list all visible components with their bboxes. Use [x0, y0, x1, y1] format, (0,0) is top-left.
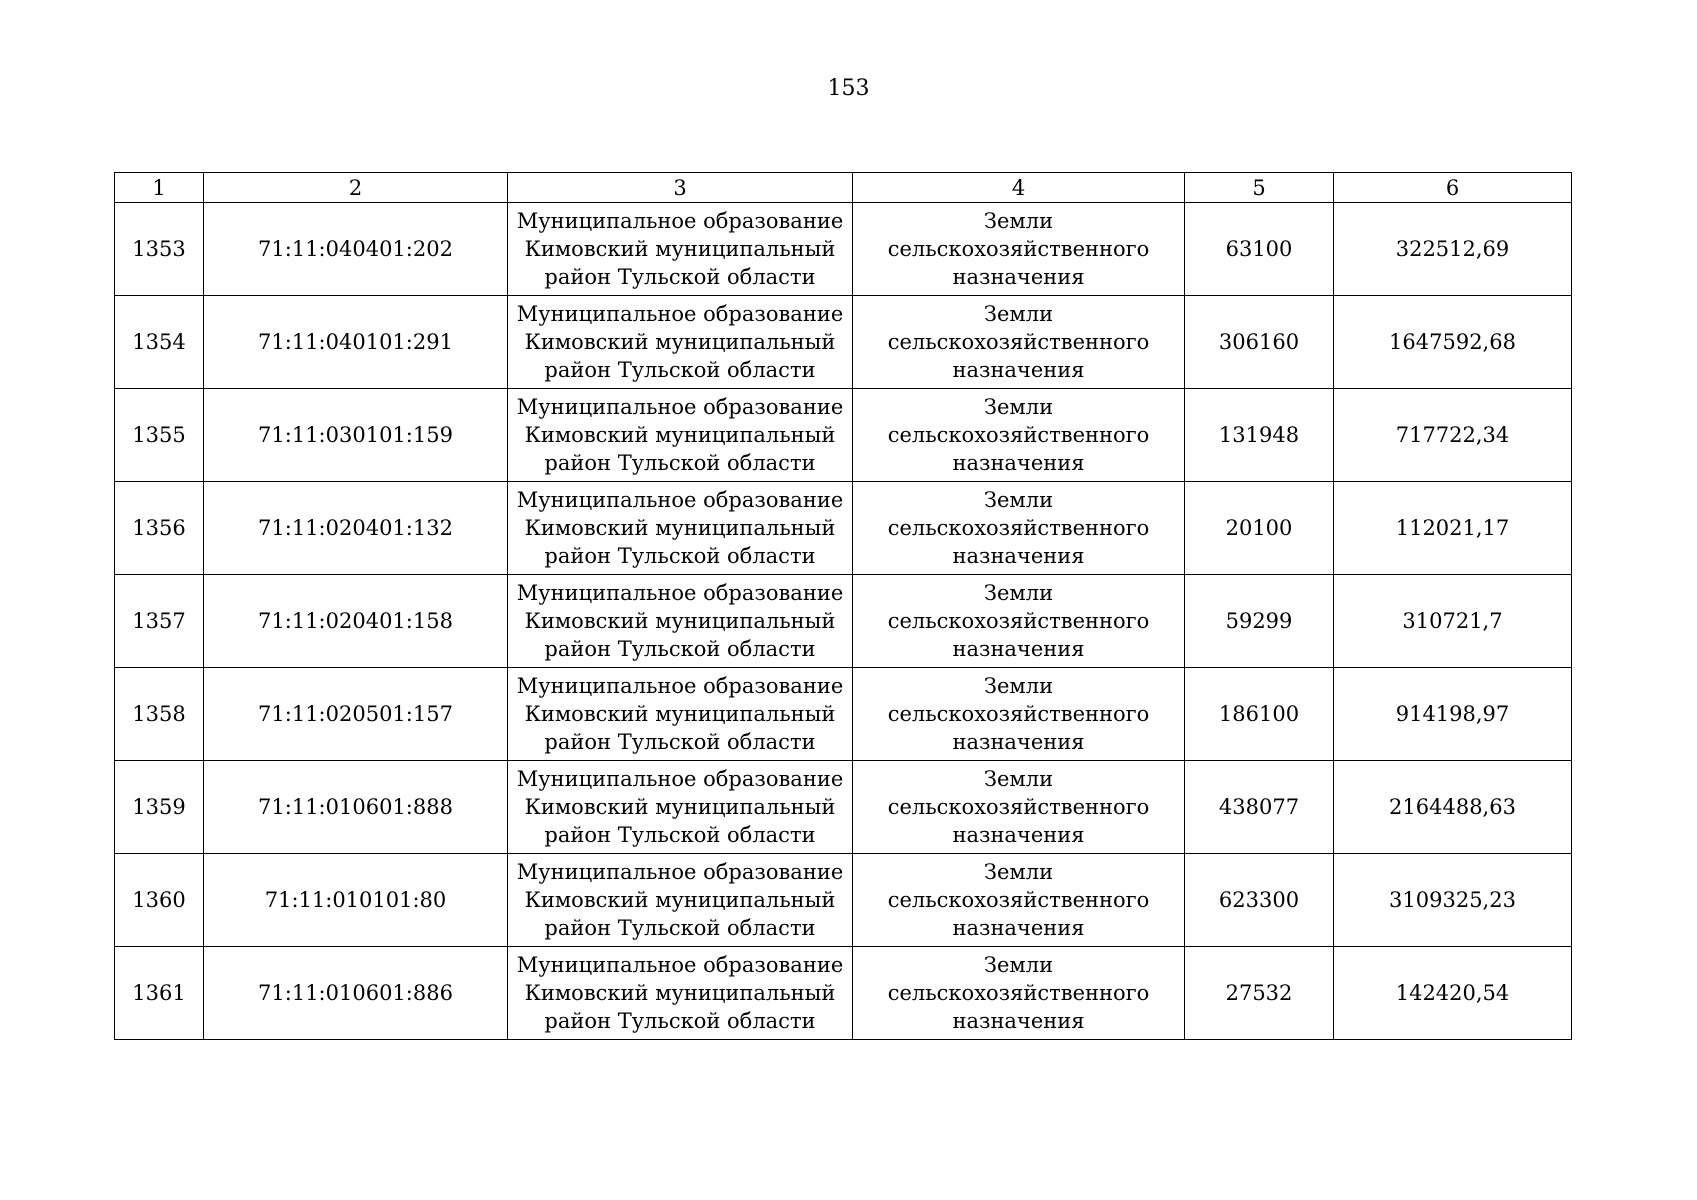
row-number: 1359: [115, 761, 204, 854]
cadastral-value: 2164488,63: [1334, 761, 1572, 854]
area: 27532: [1185, 947, 1334, 1040]
owner-line: район Тульской области: [544, 451, 816, 475]
owner: [508, 482, 853, 575]
owner-line: Кимовский муниципальный: [524, 702, 836, 726]
category-line: назначения: [952, 823, 1085, 847]
owner: [508, 203, 853, 296]
cadastral-value: 1647592,68: [1334, 296, 1572, 389]
owner: [508, 668, 853, 761]
owner: [508, 854, 853, 947]
owner-line: Кимовский муниципальный: [524, 609, 836, 633]
owner: [508, 761, 853, 854]
table-row: [115, 761, 1572, 854]
row-number: 1360: [115, 854, 204, 947]
row-number: 1357: [115, 575, 204, 668]
table-body: [115, 203, 1572, 1040]
row-number: 1361: [115, 947, 204, 1040]
table-row: [115, 482, 1572, 575]
category-line: Земли: [983, 302, 1054, 326]
owner-line: Муниципальное образование: [516, 209, 844, 233]
land-category: [853, 482, 1185, 575]
category-line: назначения: [952, 637, 1085, 661]
table-row: [115, 575, 1572, 668]
table-row: [115, 203, 1572, 296]
category-line: сельскохозяйственного: [887, 981, 1150, 1005]
area: 186100: [1185, 668, 1334, 761]
category-line: назначения: [952, 916, 1085, 940]
owner: [508, 296, 853, 389]
owner-line: Муниципальное образование: [516, 674, 844, 698]
area: 438077: [1185, 761, 1334, 854]
area: 20100: [1185, 482, 1334, 575]
row-number: 1353: [115, 203, 204, 296]
table-row: [115, 947, 1572, 1040]
area: 306160: [1185, 296, 1334, 389]
owner-line: район Тульской области: [544, 358, 816, 382]
owner-line: район Тульской области: [544, 637, 816, 661]
owner-line: район Тульской области: [544, 916, 816, 940]
row-number: 1354: [115, 296, 204, 389]
land-category: [853, 575, 1185, 668]
table-row: [115, 668, 1572, 761]
owner-line: Муниципальное образование: [516, 488, 844, 512]
cadastral-number: 71:11:040101:291: [204, 296, 508, 389]
category-line: сельскохозяйственного: [887, 516, 1150, 540]
category-line: назначения: [952, 358, 1085, 382]
cadastral-number: 71:11:020401:158: [204, 575, 508, 668]
cadastral-number: 71:11:030101:159: [204, 389, 508, 482]
category-line: Земли: [983, 953, 1054, 977]
owner-line: Муниципальное образование: [516, 581, 844, 605]
category-line: Земли: [983, 674, 1054, 698]
cadastral-value: 3109325,23: [1334, 854, 1572, 947]
category-line: сельскохозяйственного: [887, 702, 1150, 726]
owner-line: Кимовский муниципальный: [524, 981, 836, 1005]
owner: [508, 575, 853, 668]
land-plots-table: [114, 172, 1572, 1040]
owner-line: Муниципальное образование: [516, 302, 844, 326]
category-line: Земли: [983, 767, 1054, 791]
cadastral-value: 322512,69: [1334, 203, 1572, 296]
owner-line: Муниципальное образование: [516, 860, 844, 884]
owner-line: район Тульской области: [544, 265, 816, 289]
owner-line: Муниципальное образование: [516, 767, 844, 791]
owner-line: район Тульской области: [544, 823, 816, 847]
cadastral-number: 71:11:020501:157: [204, 668, 508, 761]
cadastral-value: 112021,17: [1334, 482, 1572, 575]
cadastral-number: 71:11:010601:888: [204, 761, 508, 854]
land-category: [853, 761, 1185, 854]
column-header-4: 4: [853, 173, 1185, 203]
category-line: назначения: [952, 544, 1085, 568]
category-line: назначения: [952, 1009, 1085, 1033]
cadastral-number: 71:11:010601:886: [204, 947, 508, 1040]
owner-line: район Тульской области: [544, 544, 816, 568]
category-line: Земли: [983, 860, 1054, 884]
category-line: сельскохозяйственного: [887, 237, 1150, 261]
category-line: Земли: [983, 581, 1054, 605]
owner-line: Кимовский муниципальный: [524, 888, 836, 912]
owner-line: Кимовский муниципальный: [524, 516, 836, 540]
category-line: назначения: [952, 451, 1085, 475]
column-header-3: 3: [508, 173, 853, 203]
table-row: [115, 389, 1572, 482]
area: 59299: [1185, 575, 1334, 668]
cadastral-value: 142420,54: [1334, 947, 1572, 1040]
category-line: Земли: [983, 209, 1054, 233]
owner-line: Кимовский муниципальный: [524, 237, 836, 261]
row-number: 1356: [115, 482, 204, 575]
category-line: Земли: [983, 488, 1054, 512]
owner-line: район Тульской области: [544, 730, 816, 754]
category-line: Земли: [983, 395, 1054, 419]
cadastral-number: 71:11:020401:132: [204, 482, 508, 575]
area: 63100: [1185, 203, 1334, 296]
row-number: 1355: [115, 389, 204, 482]
column-header-2: 2: [204, 173, 508, 203]
owner: [508, 389, 853, 482]
cadastral-number: 71:11:040401:202: [204, 203, 508, 296]
land-category: [853, 668, 1185, 761]
cadastral-value: 914198,97: [1334, 668, 1572, 761]
row-number: 1358: [115, 668, 204, 761]
owner-line: Кимовский муниципальный: [524, 423, 836, 447]
category-line: назначения: [952, 730, 1085, 754]
category-line: назначения: [952, 265, 1085, 289]
header-row: [115, 173, 1572, 203]
table-header: [115, 173, 1572, 203]
table-row: [115, 854, 1572, 947]
owner-line: Кимовский муниципальный: [524, 795, 836, 819]
land-category: [853, 203, 1185, 296]
owner-line: Муниципальное образование: [516, 395, 844, 419]
category-line: сельскохозяйственного: [887, 795, 1150, 819]
category-line: сельскохозяйственного: [887, 423, 1150, 447]
owner-line: Кимовский муниципальный: [524, 330, 836, 354]
owner-line: Муниципальное образование: [516, 953, 844, 977]
land-category: [853, 296, 1185, 389]
area: 623300: [1185, 854, 1334, 947]
column-header-5: 5: [1185, 173, 1334, 203]
category-line: сельскохозяйственного: [887, 888, 1150, 912]
land-category: [853, 854, 1185, 947]
owner-line: район Тульской области: [544, 1009, 816, 1033]
category-line: сельскохозяйственного: [887, 330, 1150, 354]
column-header-6: 6: [1334, 173, 1572, 203]
page-number: 153: [827, 76, 870, 101]
category-line: сельскохозяйственного: [887, 609, 1150, 633]
cadastral-value: 310721,7: [1334, 575, 1572, 668]
cadastral-number: 71:11:010101:80: [204, 854, 508, 947]
land-category: [853, 947, 1185, 1040]
column-header-1: 1: [115, 173, 204, 203]
table-row: [115, 296, 1572, 389]
land-category: [853, 389, 1185, 482]
owner: [508, 947, 853, 1040]
area: 131948: [1185, 389, 1334, 482]
cadastral-value: 717722,34: [1334, 389, 1572, 482]
